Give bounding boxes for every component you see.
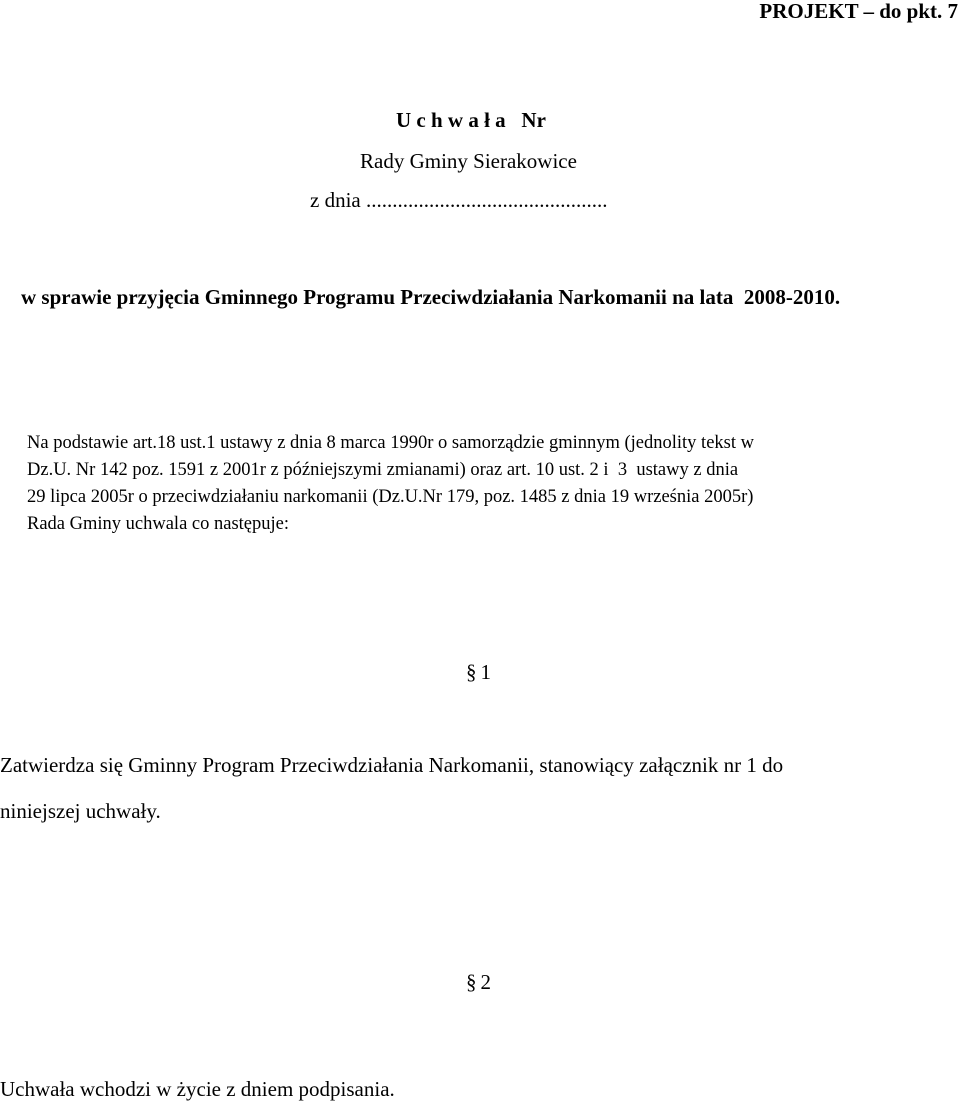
council-name: Rady Gminy Sierakowice (360, 149, 577, 173)
section-1-paragraph (0, 742, 960, 834)
legal-basis-paragraph (27, 430, 960, 538)
resolution-subject: w sprawie przyjęcia Gminnego Programu Przeciwdziałania Narkomanii na lata 2008-2010. (21, 285, 841, 309)
resolution-title: U c h w a ł a Nr (396, 108, 546, 132)
project-label: PROJEKT – do pkt. 7 (759, 0, 958, 23)
section-sign-icon: § (466, 970, 477, 994)
legal-basis-line: 29 lipca 2005r o przeciwdziałaniu narkomanii (Dz.U.Nr 179, poz. 1485 z dnia 19 września 2005r) (27, 487, 754, 507)
section-2-paragraph: Uchwała wchodzi w życie z dniem podpisania. (0, 1077, 395, 1101)
section-number: 1 (480, 660, 491, 684)
section-1-line: niniejszej uchwały. (0, 799, 161, 823)
section-heading-1 (466, 660, 491, 685)
section-number: 2 (480, 970, 491, 994)
legal-basis-line: Na podstawie art.18 ust.1 ustawy z dnia 8 marca 1990r o samorządzie gminnym (jednolity tekst w (27, 433, 754, 453)
section-1-line: Zatwierdza się Gminny Program Przeciwdziałania Narkomanii, stanowiący załącznik nr 1 do (0, 753, 784, 777)
section-heading-2 (466, 970, 491, 995)
resolution-date-line: z dnia .............................................. (310, 188, 608, 212)
legal-basis-line: Dz.U. Nr 142 poz. 1591 z 2001r z późniejszymi zmianami) oraz art. 10 ust. 2 i 3 ustawy z dnia (27, 460, 739, 480)
section-sign-icon: § (466, 660, 477, 684)
legal-basis-line: Rada Gminy uchwala co następuje: (27, 514, 289, 534)
